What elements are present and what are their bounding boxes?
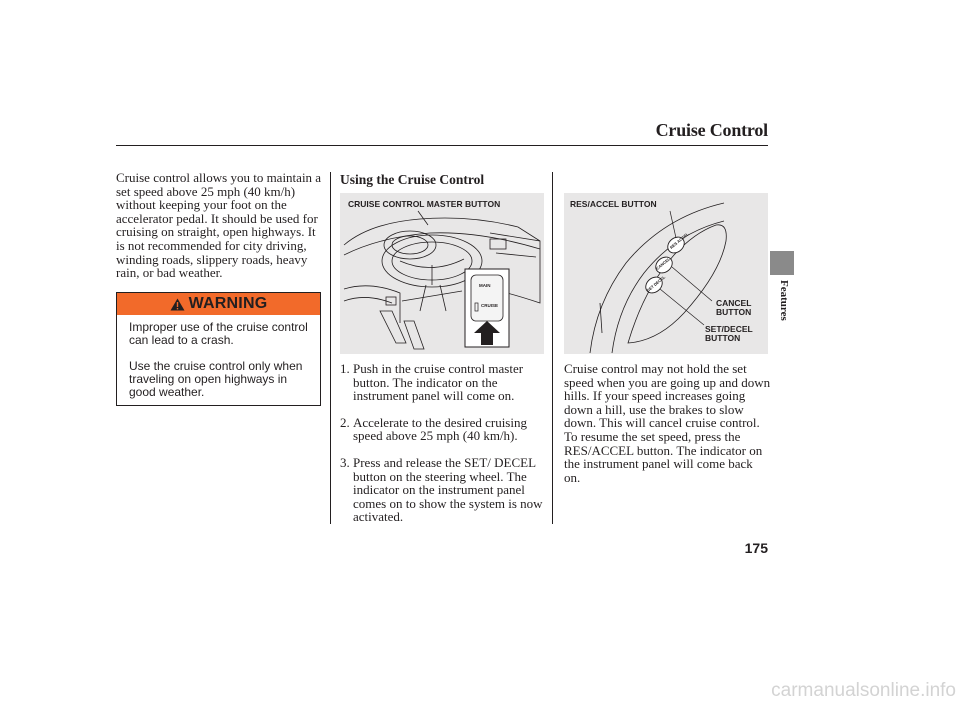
- button-tag: SET DECEL: [645, 274, 667, 293]
- step-number: 2.: [340, 414, 350, 430]
- speed-hills-paragraph: Cruise control may not hold the set speed when you are going up and down hills. If your speed increases going down a hill, use the brakes to slow down. This will cancel cruise control. To resume the set speed, press the RES/ACCEL button. The indicator on the instrument panel will come back on.: [564, 361, 771, 485]
- warning-paragraph: Use the cruise control only when traveling on open highways in good weather.: [129, 359, 303, 399]
- page-number: 175: [744, 540, 768, 556]
- set-label-line: BUTTON: [705, 333, 741, 343]
- section-tab-marker: [770, 251, 794, 275]
- step-text: Push in the cruise control master button. The indicator on the instrument panel will come on.: [353, 361, 524, 404]
- figure-label: CRUISE CONTROL MASTER BUTTON: [348, 199, 501, 209]
- section-heading: Using the Cruise Control: [340, 172, 485, 187]
- inset-label: MAIN: [479, 283, 491, 288]
- figure-cruise-master-button: [340, 193, 544, 354]
- step-item: [340, 456, 550, 524]
- dashboard-illustration: [340, 193, 544, 354]
- warning-header: [117, 293, 320, 315]
- warning-label: WARNING: [188, 295, 268, 312]
- warning-box: [116, 292, 321, 406]
- cancel-label-line: BUTTON: [716, 307, 752, 317]
- figure-label: RES/ACCEL BUTTON: [570, 199, 657, 209]
- column-divider-right: [552, 172, 553, 524]
- step-text: Accelerate to the desired cruising speed above 25 mph (40 km/h).: [353, 414, 527, 444]
- warning-triangle-icon: [170, 298, 185, 311]
- step-item: [340, 362, 550, 403]
- warning-paragraph: Improper use of the cruise control can lead to a crash.: [129, 320, 308, 347]
- button-tag: CANCEL: [655, 256, 672, 271]
- title-rule: [116, 145, 768, 146]
- figure-steering-wheel-buttons: [564, 193, 768, 354]
- steps-list: [340, 362, 550, 537]
- step-number: 1.: [340, 361, 350, 376]
- intro-paragraph: Cruise control allows you to maintain a set speed above 25 mph (40 km/h) without keeping your foot on the accelerator pedal. It should be used for cruising on straight, open highways. It is not recommended for city driving, winding roads, slippery roads, heavy rain, or bad weather.: [116, 170, 322, 281]
- figure-label: [705, 325, 753, 343]
- figure-label: [716, 299, 751, 317]
- column-divider-left: [330, 172, 331, 524]
- watermark: carmanualsonline.info: [771, 680, 956, 701]
- step-text: Press and release the SET/ DECEL button on the steering wheel. The indicator on the instrument panel comes on to show the system is now activated.: [353, 454, 543, 525]
- page-title: Cruise Control: [655, 120, 768, 140]
- inset-label: CRUISE: [481, 303, 499, 308]
- button-tag: RES ACCEL: [668, 231, 690, 250]
- step-number: 3.: [340, 454, 350, 470]
- set-label-line: SET/DECEL: [705, 324, 753, 334]
- step-item: [340, 416, 550, 443]
- side-section-label: Features: [778, 280, 790, 321]
- cancel-label-line: CANCEL: [716, 298, 752, 308]
